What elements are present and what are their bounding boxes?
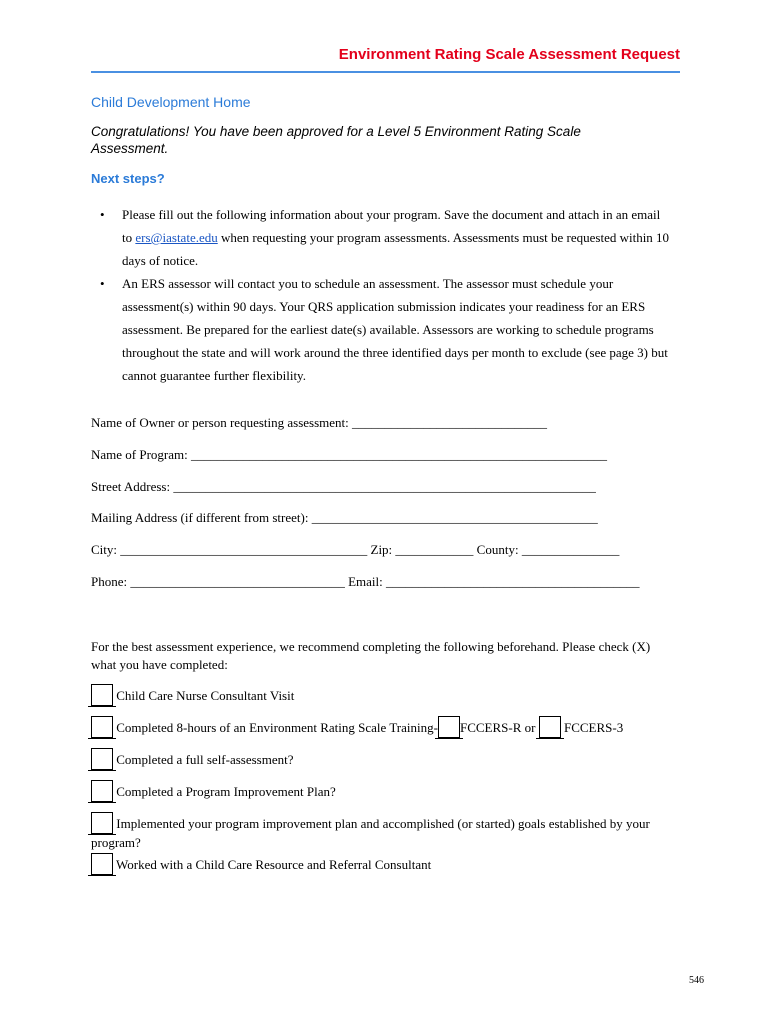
page-number: 546: [689, 975, 704, 986]
phone-email-fields[interactable]: Phone: _________________________________ Email: _______________________________________: [91, 574, 640, 589]
document-title: Environment Rating Scale Assessment Request: [338, 46, 680, 63]
recommendation-text: For the best assessment experience, we recommend completing the following beforehand. Please check (X) what you have completed:: [91, 639, 651, 672]
checkbox[interactable]: [91, 716, 113, 738]
bullet-icon: •: [100, 207, 105, 222]
checkbox-fccers-r[interactable]: [438, 716, 460, 738]
checklist-item: Completed 8-hours of an Environment Rating Scale Training- FCCERS-R or FCCERS-3: [91, 716, 681, 738]
bullet-icon: •: [100, 276, 105, 291]
checklist-item: Child Care Nurse Consultant Visit: [91, 684, 681, 706]
instruction-item: • Please fill out the following information about your program. Save the document and attach in an email to ers@iastate.edu when requesting your program assessments. Assessments must be requested within 10 days of notice.: [100, 203, 670, 272]
instruction-item: • An ERS assessor will contact you to schedule an assessment. The assessor must schedule your assessment(s) within 90 days. Your QRS application submission indicates your readiness for an ERS assessment. Be prepared for the earliest date(s) available. Assessors are working to schedule programs throughout the state and will work around the three identified days per month to exclude (see page 3) but cannot guarantee further flexibility.: [100, 272, 670, 387]
title-divider: [91, 71, 680, 73]
checkbox-fccers-3[interactable]: [539, 716, 561, 738]
section-heading: Child Development Home: [91, 94, 251, 110]
next-steps-heading: Next steps?: [91, 171, 165, 186]
checkbox[interactable]: [91, 853, 113, 875]
city-zip-county-fields[interactable]: City: ______________________________________ Zip: ____________ County: _______________: [91, 542, 620, 557]
congratulations-text: Congratulations! You have been approved for a Level 5 Environment Rating Scale Assessment.: [91, 124, 581, 156]
mailing-address-field[interactable]: Mailing Address (if different from street): ____________________________________________: [91, 510, 598, 525]
street-address-field[interactable]: Street Address: _________________________________________________________________: [91, 479, 596, 494]
checklist-item: Completed a full self-assessment?: [91, 748, 681, 770]
checkbox[interactable]: [91, 812, 113, 834]
email-link[interactable]: ers@iastate.edu: [135, 230, 218, 245]
checkbox[interactable]: [91, 684, 113, 706]
checklist-item: Completed a Program Improvement Plan?: [91, 780, 681, 802]
checklist-item: Implemented your program improvement plan and accomplished (or started) goals established by your program?: [91, 812, 681, 852]
checkbox[interactable]: [91, 780, 113, 802]
owner-name-field[interactable]: Name of Owner or person requesting assessment: ______________________________: [91, 415, 548, 430]
program-name-field[interactable]: Name of Program: ________________________________________________________________: [91, 447, 608, 462]
checklist-item: Worked with a Child Care Resource and Referral Consultant: [91, 853, 681, 875]
instructions-list: [100, 203, 670, 387]
checkbox[interactable]: [91, 748, 113, 770]
